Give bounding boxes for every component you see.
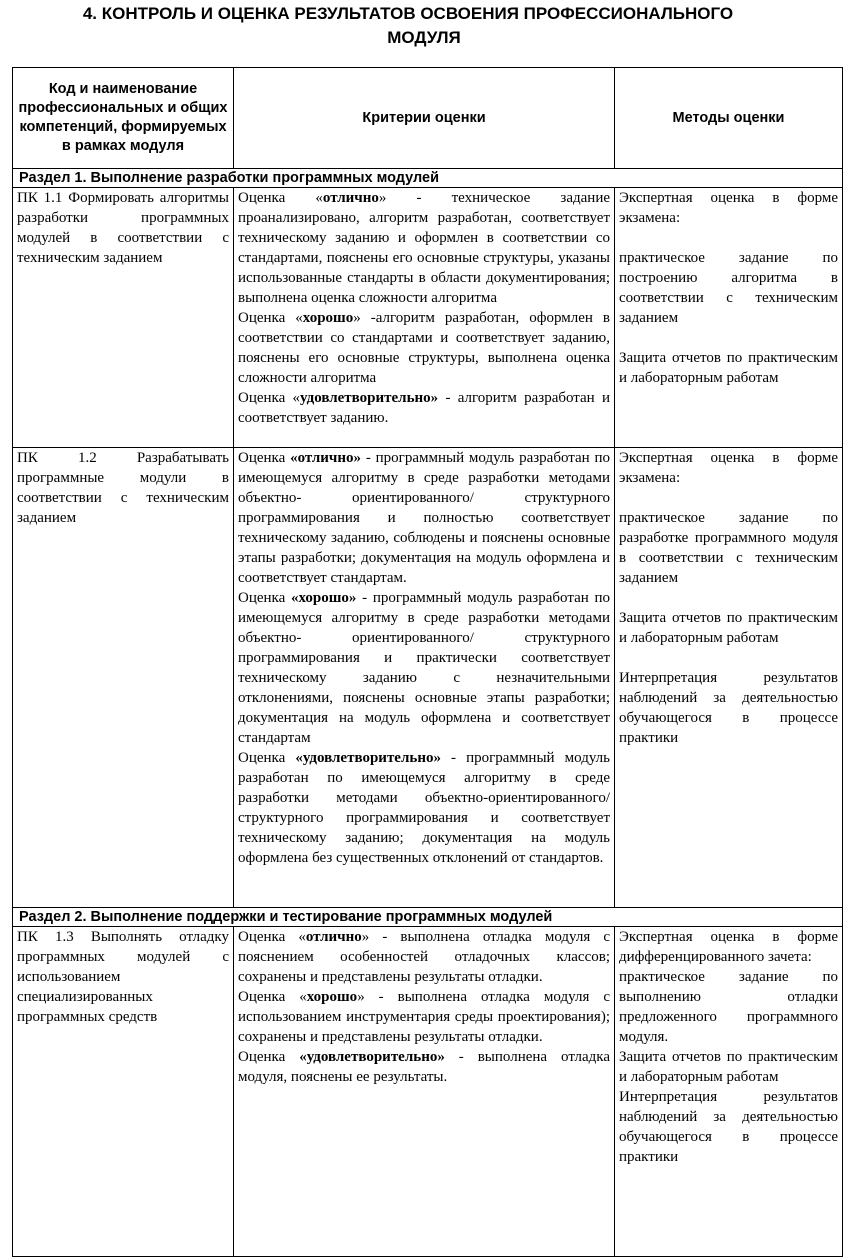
table-row-pk12: [13, 448, 843, 908]
criteria-cell: Оценка «отлично» - выполнена отладка модуля с пояснением особенностей отладочных классов; сохранены и представлены результаты отладки. Оценка «хорошо» - выполнена отладка модуля с использованием инструментария среды проектирования); сохранены и представлены результаты отладки. Оценка «удовлетворительно» - выполнена отладка модуля, пояснены ее результаты.: [234, 927, 615, 1257]
methods-cell: Экспертная оценка в форме дифференцированного зачета: практическое задание по выполнению отладки предложенного программного модуля. Защита отчетов по практическим и лабораторным работам Интерпретация результатов наблюдений за деятельностью обучающегося в процессе практики: [615, 927, 843, 1257]
competency-code: ПК 1.2 Разрабатывать программные модули в соответствии с техническим заданием: [13, 448, 234, 908]
table-row-pk11: [13, 188, 843, 448]
assessment-table: [12, 67, 843, 1257]
criteria-cell: Оценка «отлично» - программный модуль разработан по имеющемуся алгоритму в среде разработки методами объектно- ориентированного/ структурного программирования и полностью соответствует техническому заданию, соблюдены и пояснены основные этапы разработки; документация на модуль оформлена и соответствует стандартам. Оценка «хорошо» - программный модуль разработан по имеющемуся алгоритму в среде разработки методами объектно- ориентированного/ структурного программирования и практически соответствует техническому заданию с незначительными отклонениями, пояснены основные этапы разработки; документация на модуль оформлена и соответствует стандартам Оценка «удовлетворительно» - программный модуль разработан по имеющемуся алгоритму в среде разработки методами объектно-ориентированного/ структурного программирования и соответствует техническому заданию; документация на модуль оформлена без существенных отклонений от стандартов.: [234, 448, 615, 908]
competency-code: ПК 1.1 Формировать алгоритмы разработки программных модулей в соответствии с техническим заданием: [13, 188, 234, 448]
header-competencies: Код и наименование профессиональных и общих компетенций, формируемых в рамках модуля: [13, 68, 234, 169]
section-row-1: [13, 169, 843, 188]
section-1-title: Раздел 1. Выполнение разработки программных модулей: [13, 169, 843, 188]
page-title: [0, 2, 816, 50]
section-2-title: Раздел 2. Выполнение поддержки и тестирование программных модулей: [13, 908, 843, 927]
header-row: [13, 68, 843, 169]
criteria-cell: Оценка «отлично» - техническое задание проанализировано, алгоритм разработан, соответствует техническому заданию и оформлен в соответствии со стандартами, пояснены его основные структуры, указаны использованные стандарты в области документирования; выполнена оценка сложности алгоритма Оценка «хорошо» -алгоритм разработан, оформлен в соответствии со стандартами и соответствует заданию, пояснены его основные структуры, выполнена оценка сложности алгоритма Оценка «удовлетворительно» - алгоритм разработан и соответствует заданию.: [234, 188, 615, 448]
competency-code: ПК 1.3 Выполнять отладку программных модулей с использованием специализированных программных средств: [13, 927, 234, 1257]
section-row-2: [13, 908, 843, 927]
header-criteria: Критерии оценки: [234, 68, 615, 169]
title-line-1: 4. КОНТРОЛЬ И ОЦЕНКА РЕЗУЛЬТАТОВ ОСВОЕНИЯ ПРОФЕССИОНАЛЬНОГО: [82, 4, 734, 23]
header-methods: Методы оценки: [615, 68, 843, 169]
methods-cell: Экспертная оценка в форме экзамена: практическое задание по разработке программного модуля в соответствии с техническим заданием Защита отчетов по практическим и лабораторным работам Интерпретация результатов наблюдений за деятельностью обучающегося в процессе практики: [615, 448, 843, 908]
table-row-pk13: [13, 927, 843, 1257]
title-line-2: МОДУЛЯ: [387, 28, 461, 47]
methods-cell: Экспертная оценка в форме экзамена: практическое задание по построению алгоритма в соответствии с техническим заданием Защита отчетов по практическим и лабораторным работам: [615, 188, 843, 448]
